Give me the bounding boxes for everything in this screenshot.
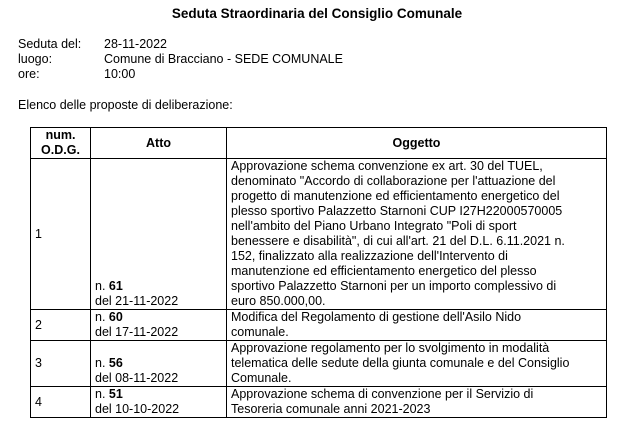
atto-number-line [95, 356, 222, 371]
meta-place-label: luogo: [18, 52, 53, 66]
atto-number: 60 [108, 310, 123, 324]
header-oggetto: Oggetto [227, 128, 607, 159]
row-oggetto [227, 341, 607, 387]
oggetto-line: manutenzione ed efficientamento energetico del plesso [231, 264, 537, 278]
row-atto [91, 310, 227, 341]
oggetto-line: Approvazione schema di convenzione per il Servizio di [231, 387, 534, 401]
header-num-line2: O.D.G. [41, 143, 80, 157]
atto-number-line [95, 279, 222, 294]
atto-number-line [95, 310, 222, 325]
meta-place-value: Comune di Bracciano - SEDE COMUNALE [104, 52, 343, 66]
row-atto [91, 387, 227, 418]
row-atto [91, 341, 227, 387]
oggetto-line: progetto di manutenzione ed efficientamento energetico del [231, 189, 560, 203]
oggetto-line: Approvazione schema convenzione ex art. 30 del TUEL, [231, 159, 543, 173]
meta-time [18, 67, 343, 82]
atto-date: del 08-11-2022 [95, 371, 179, 385]
row-oggetto [227, 310, 607, 341]
header-num-line1: num. [45, 128, 76, 142]
row-oggetto [227, 159, 607, 310]
meta-date-label: Seduta del: [18, 37, 82, 51]
table-row [31, 341, 607, 387]
atto-number: 56 [108, 356, 123, 370]
row-oggetto [227, 387, 607, 418]
atto-number: 51 [108, 387, 123, 401]
meta-time-value: 10:00 [104, 67, 136, 81]
proposals-intro: Elenco delle proposte di deliberazione: [18, 98, 233, 112]
row-number: 4 [31, 387, 91, 418]
atto-date: del 21-11-2022 [95, 294, 179, 308]
atto-date: del 10-10-2022 [95, 402, 180, 416]
table-row [31, 159, 607, 310]
oggetto-line: nell'ambito del Piano Urbano Integrato "Poli di sport [231, 219, 517, 233]
oggetto-line: plesso sportivo Palazzetto Starnoni CUP I27H22000570005 [231, 204, 563, 218]
atto-prefix: n. [95, 356, 109, 370]
oggetto-line: euro 850.000,00. [231, 294, 326, 308]
meta-place [18, 52, 343, 67]
oggetto-line: Modifica del Regolamento di gestione dell'Asilo Nido [231, 310, 522, 324]
session-meta [18, 37, 343, 82]
row-number: 3 [31, 341, 91, 387]
oggetto-line: Comunale. [231, 371, 292, 385]
atto-number: 61 [108, 279, 123, 293]
row-atto [91, 159, 227, 310]
oggetto-line: denominato "Accordo di collaborazione per l'attuazione del [231, 174, 556, 188]
row-number: 1 [31, 159, 91, 310]
header-atto: Atto [91, 128, 227, 159]
table-row [31, 310, 607, 341]
table-row [31, 387, 607, 418]
atto-number-line [95, 387, 222, 402]
oggetto-line: comunale. [231, 325, 289, 339]
document-title: Seduta Straordinaria del Consiglio Comunale [171, 6, 463, 21]
row-number: 2 [31, 310, 91, 341]
atto-prefix: n. [95, 387, 109, 401]
oggetto-line: benessere e disabilità", di cui all'art. 21 del D.L. 6.11.2021 n. [231, 234, 565, 248]
atto-date: del 17-11-2022 [95, 325, 179, 339]
proposals-table [30, 127, 607, 418]
oggetto-line: Approvazione regolamento per lo svolgimento in modalità [231, 341, 550, 355]
oggetto-line: Tesoreria comunale anni 2021-2023 [231, 402, 431, 416]
meta-date [18, 37, 343, 52]
meta-date-value: 28-11-2022 [104, 37, 168, 51]
table-header-row [31, 128, 607, 159]
atto-prefix: n. [95, 279, 109, 293]
oggetto-line: 152, finalizzato alla realizzazione dell'Intervento di [231, 249, 508, 263]
meta-time-label: ore: [18, 67, 40, 81]
oggetto-line: sportivo Palazzetto Starnoni per un importo complessivo di [231, 279, 557, 293]
header-num [31, 128, 91, 159]
oggetto-line: telematica delle sedute della giunta comunale e del Consiglio [231, 356, 570, 370]
atto-prefix: n. [95, 310, 109, 324]
